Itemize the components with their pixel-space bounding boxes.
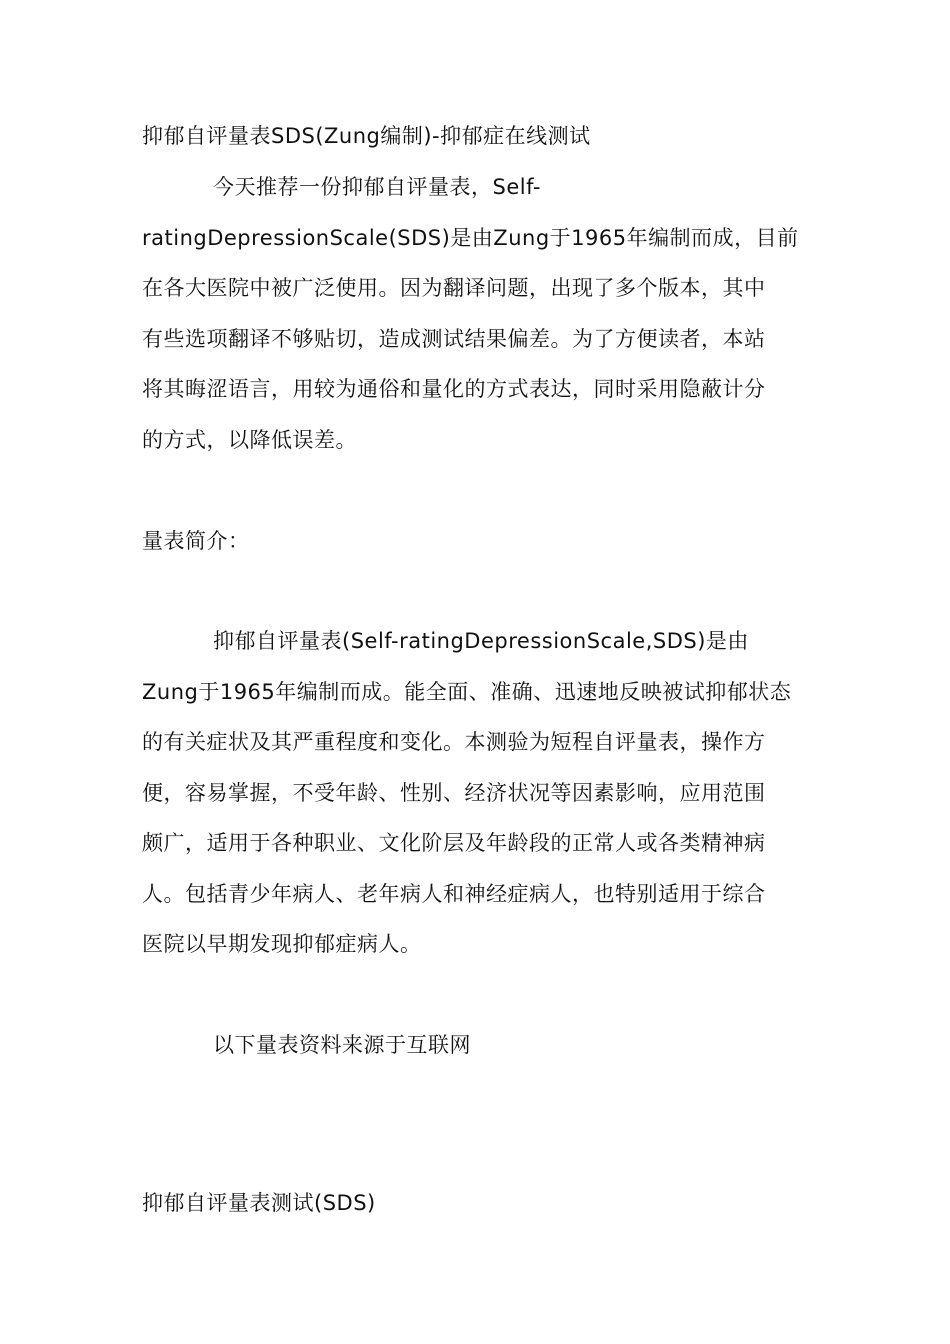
intro-line-1: 今天推荐一份抑郁自评量表，Self- xyxy=(213,175,541,199)
source-note: 以下量表资料来源于互联网 xyxy=(213,1033,471,1057)
document-title: 抑郁自评量表SDS(Zung编制)-抑郁症在线测试 xyxy=(142,124,591,148)
description-line-6: 人。包括青少年病人、老年病人和神经症病人，也特别适用于综合 xyxy=(142,882,766,906)
intro-line-3: 在各大医院中被广泛使用。因为翻译问题，出现了多个版本，其中 xyxy=(142,276,766,300)
section-heading: 量表简介： xyxy=(142,529,250,553)
description-line-1: 抑郁自评量表(Self-ratingDepressionScale,SDS)是由 xyxy=(213,629,749,653)
description-line-3: 的有关症状及其严重程度和变化。本测验为短程自评量表，操作方 xyxy=(142,730,766,754)
test-heading: 抑郁自评量表测试(SDS) xyxy=(142,1191,376,1215)
description-line-7: 医院以早期发现抑郁症病人。 xyxy=(142,932,422,956)
intro-line-2: ratingDepressionScale(SDS)是由Zung于1965年编制而成，目前 xyxy=(142,226,799,250)
intro-line-4: 有些选项翻译不够贴切，造成测试结果偏差。为了方便读者，本站 xyxy=(142,327,766,351)
description-line-4: 便，容易掌握，不受年龄、性别、经济状况等因素影响，应用范围 xyxy=(142,781,766,805)
intro-line-5: 将其晦涩语言，用较为通俗和量化的方式表达，同时采用隐蔽计分 xyxy=(142,377,766,401)
description-line-2: Zung于1965年编制而成。能全面、准确、迅速地反映被试抑郁状态 xyxy=(142,680,792,704)
intro-line-6: 的方式，以降低误差。 xyxy=(142,428,357,452)
description-line-5: 颇广，适用于各种职业、文化阶层及年龄段的正常人或各类精神病 xyxy=(142,831,766,855)
